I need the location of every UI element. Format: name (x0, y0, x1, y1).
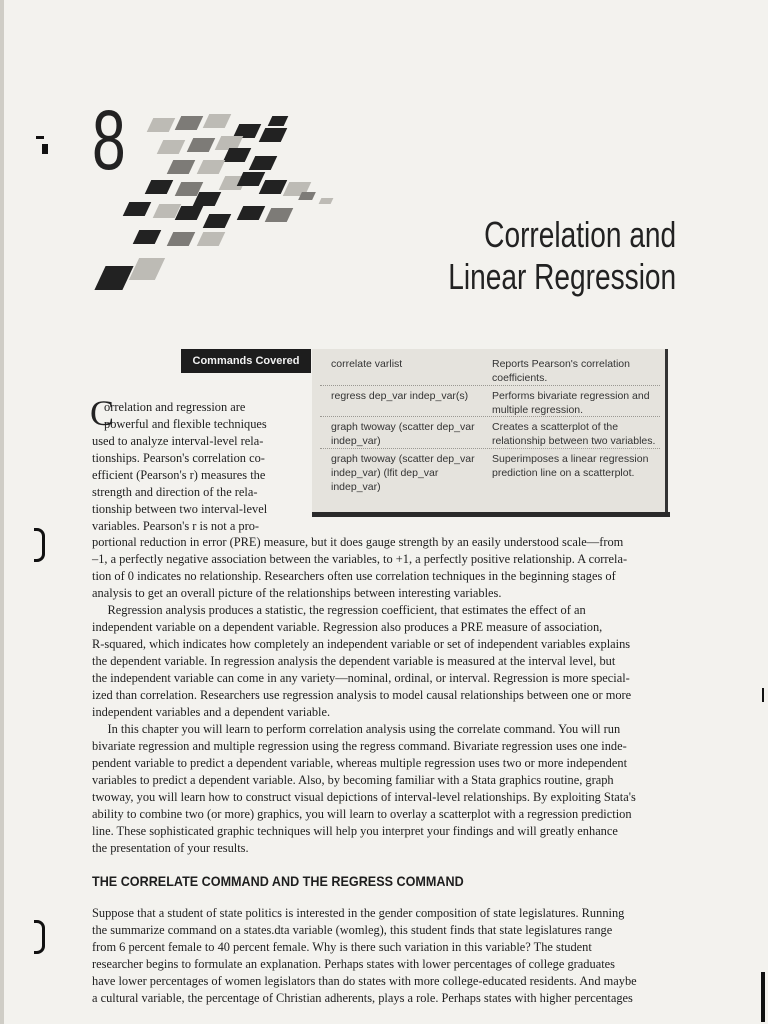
section-text-line: the summarize command on a states.dta variable (womleg), this student finds that state legislatures range (92, 923, 613, 937)
section-text-line: have lower percentages of women legislators than do states with more college-educated residents. And maybe (92, 974, 637, 988)
command-description: Reports Pearson's correlation coefficients. (492, 358, 630, 384)
command-description: Performs bivariate regression and multiple regression. (492, 390, 650, 416)
body-text-line: the presentation of your results. (92, 841, 249, 855)
command-description: Superimposes a linear regression prediction line on a scatterplot. (492, 453, 649, 479)
body-text-line: –1, a perfectly negative association between the variables, to +1, a perfectly positive relationship. A correla- (92, 552, 628, 566)
body-text-line: In this chapter you will learn to perform correlation analysis using the correlate command. You will run (92, 722, 621, 736)
intro-line: powerful and flexible techniques (104, 417, 267, 431)
scan-mark (36, 136, 44, 139)
body-text-line: tion of 0 indicates no relationship. Researchers often use correlation techniques in the beginning stages of (92, 569, 616, 583)
command-syntax: graph twoway (scatter dep_var indep_var) (lfit dep_var indep_var) (331, 453, 475, 493)
commands-covered-box (312, 349, 668, 514)
body-text-line: independent variable on a dependent variable. Regression also produces a PRE measure of association, (92, 620, 603, 634)
chapter-title-line: Linear Regression (448, 256, 676, 297)
section-text-line: a cultural variable, the percentage of Christian adherents, plays a role. Perhaps states with higher percentages (92, 991, 633, 1005)
section-heading: THE CORRELATE COMMAND AND THE REGRESS COMMAND (92, 873, 464, 889)
body-text-line: the independent variable can come in any variety—nominal, ordinal, or interval. Regression is more special- (92, 671, 630, 685)
body-text-line: line. These sophisticated graphic techniques will help you interpret your findings and will greatly enhance (92, 824, 618, 838)
chapter-title-line: Correlation and (483, 214, 676, 255)
intro-line: variables. Pearson's r is not a pro- (92, 519, 260, 533)
body-text-line: bivariate regression and multiple regression using the regress command. Bivariate regression uses one inde- (92, 739, 627, 753)
body-text-line: twoway, you will learn how to construct visual depictions of interval-level relationships. By exploiting Stata's (92, 790, 636, 804)
commands-box-bottom-rule (312, 512, 670, 517)
commands-covered-label: Commands Covered (181, 349, 311, 373)
body-text-line: ability to combine two (or more) graphics, you will learn to overlay a scatterplot with a regression prediction (92, 807, 632, 821)
row-divider (320, 416, 660, 417)
scan-mark (762, 688, 764, 702)
intro-line: used to analyze interval-level rela- (92, 434, 264, 448)
scan-mark (34, 920, 45, 954)
row-divider (320, 448, 660, 449)
section-text-line: researcher begins to formulate an explanation. Perhaps states with lower percentages of college graduates (92, 957, 615, 971)
chapter-number: 8 (92, 93, 126, 187)
command-syntax: correlate varlist (331, 358, 403, 370)
chapter-title (384, 214, 676, 298)
body-text-line: Regression analysis produces a statistic, the regression coefficient, that estimates the effect of an (92, 603, 586, 617)
intro-line: tionships. Pearson's correlation co- (92, 451, 265, 465)
body-text-line: variables to predict a dependent variable. Also, by becoming familiar with a Stata graphics routine, graph (92, 773, 614, 787)
body-text-line: the dependent variable. In regression analysis the dependent variable is measured at the interval level, but (92, 654, 616, 668)
drop-cap: C (90, 393, 115, 433)
body-text-line: pendent variable to predict a dependent variable, whereas multiple regression uses two or more independent (92, 756, 628, 770)
body-text-line: portional reduction in error (PRE) measure, but it does gauge strength by an easily understood scale—from (92, 535, 624, 549)
command-description: Creates a scatterplot of the relationship between two variables. (492, 421, 656, 447)
scan-mark (42, 144, 48, 154)
scan-mark (761, 972, 765, 1022)
intro-line: tionship between two interval-level (92, 502, 268, 516)
intro-line: efficient (Pearson's r) measures the (92, 468, 266, 482)
intro-line: orrelation and regression are (104, 400, 246, 414)
row-divider (320, 385, 660, 386)
intro-line: strength and direction of the rela- (92, 485, 258, 499)
body-text-line: independent variables and a dependent variable. (92, 705, 331, 719)
scan-mark (34, 528, 45, 562)
command-syntax: regress dep_var indep_var(s) (331, 390, 469, 402)
body-text-line: analysis to get an overall picture of the relationships between interesting variables. (92, 586, 502, 600)
section-text-line: from 6 percent female to 40 percent female. Why is there such variation in this variable? The student (92, 940, 592, 954)
body-text-line: R-squared, which indicates how completely an independent variable or set of independent variables explains (92, 637, 631, 651)
body-text-line: ized than correlation. Researchers use regression analysis to model causal relationships between one or more (92, 688, 632, 702)
section-text-line: Suppose that a student of state politics is interested in the gender composition of state legislatures. Running (92, 906, 625, 920)
command-syntax: graph twoway (scatter dep_var indep_var) (331, 421, 475, 447)
